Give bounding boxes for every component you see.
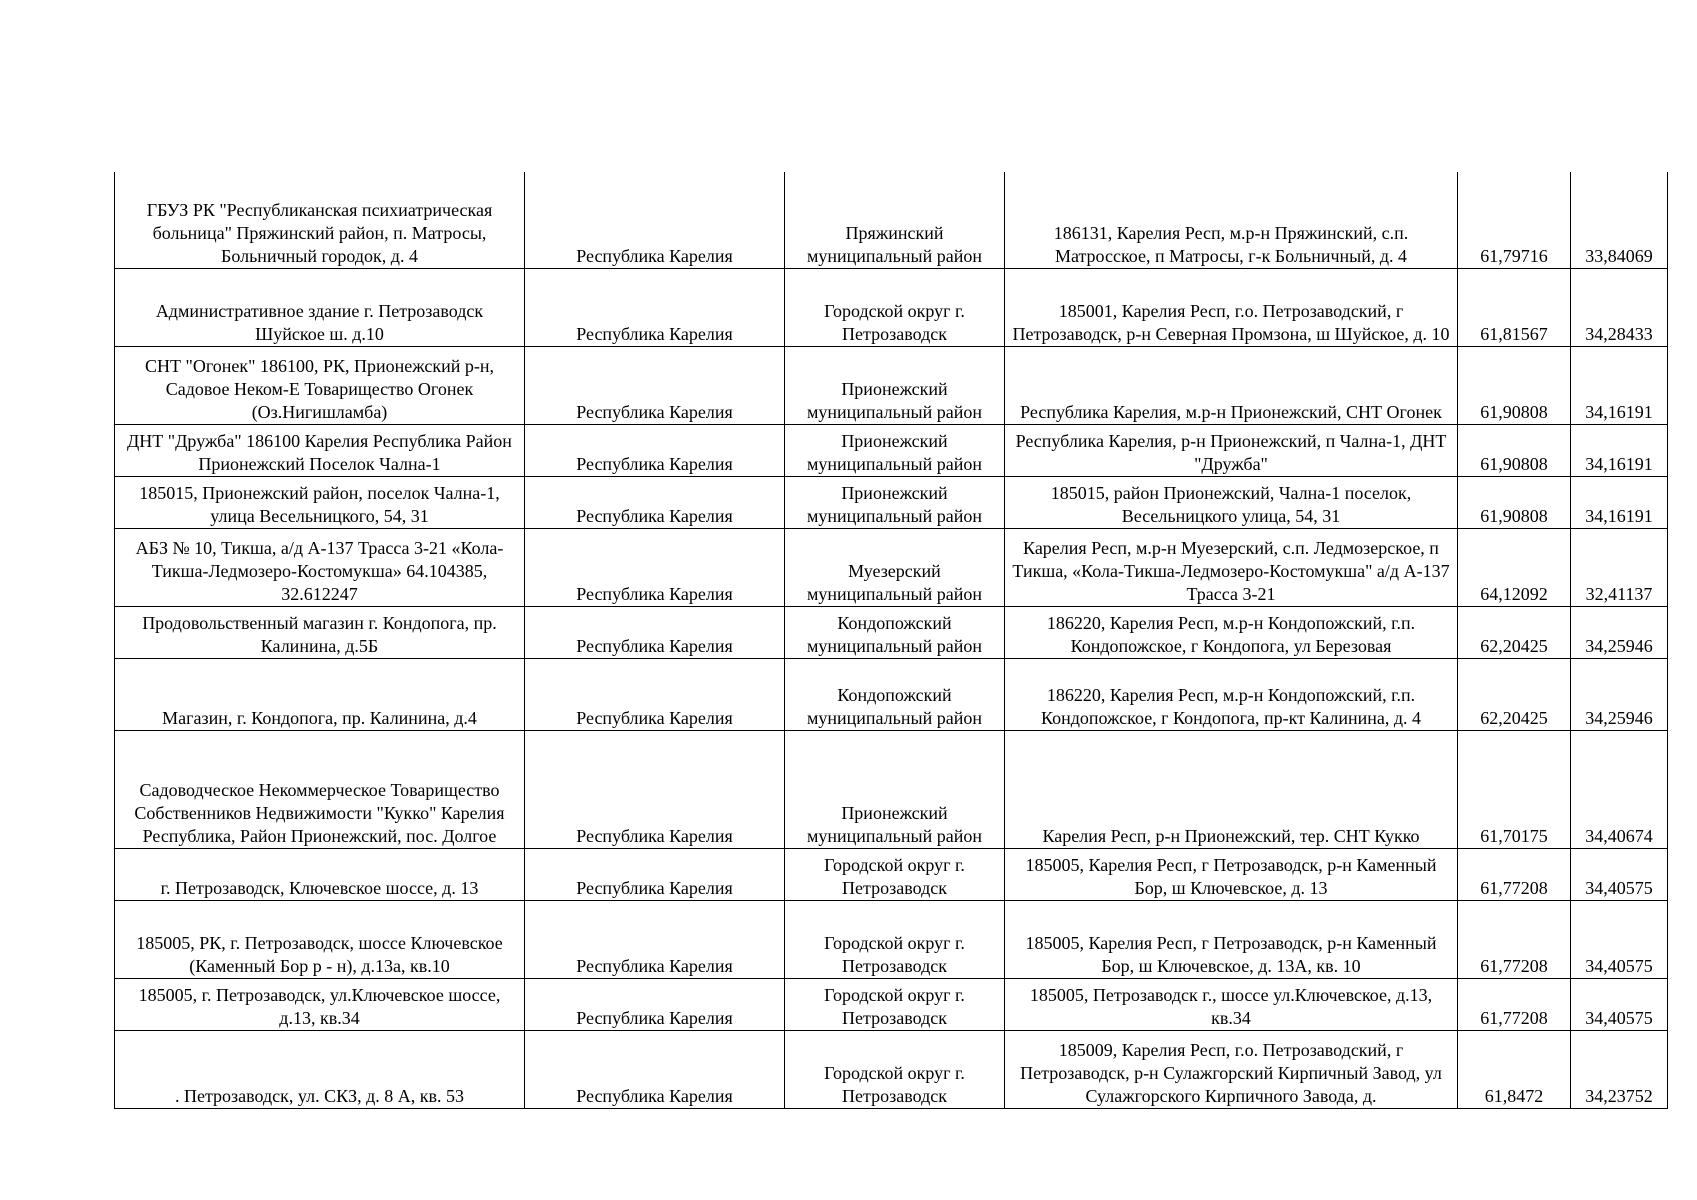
address-cell: 186220, Карелия Респ, м.р-н Кондопожский, г.п. Кондопожское, г Кондопога, ул Березовая [1005,606,1458,658]
region-cell: Республика Карелия [525,172,785,268]
table-body [115,172,1668,1108]
latitude-cell: 61,8472 [1458,1030,1571,1108]
district-cell: Городской округ г. Петрозаводск [785,1030,1005,1108]
region-cell: Республика Карелия [525,900,785,978]
region-cell: Республика Карелия [525,658,785,730]
table-row [115,848,1668,900]
region-cell: Республика Карелия [525,978,785,1030]
object-name-cell: ГБУЗ РК "Республиканская психиатрическая больница" Пряжинский район, п. Матросы, Больничный городок, д. 4 [115,172,525,268]
table-row [115,1030,1668,1108]
district-cell: Прионежский муниципальный район [785,730,1005,848]
district-cell: Городской округ г. Петрозаводск [785,900,1005,978]
longitude-cell: 34,40575 [1571,900,1668,978]
object-name-cell: ДНТ "Дружба" 186100 Карелия Республика Район Прионежский Поселок Чална-1 [115,424,525,476]
region-cell: Республика Карелия [525,268,785,346]
address-cell: 185009, Карелия Респ, г.о. Петрозаводский, г Петрозаводск, р-н Сулажгорский Кирпичный Завод, ул Сулажгорского Кирпичного Завода, д. [1005,1030,1458,1108]
address-cell: 185015, район Прионежский, Чална-1 поселок, Весельницкого улица, 54, 31 [1005,476,1458,528]
region-cell: Республика Карелия [525,848,785,900]
table-row [115,978,1668,1030]
address-cell: 186220, Карелия Респ, м.р-н Кондопожский, г.п. Кондопожское, г Кондопога, пр-кт Калинина, д. 4 [1005,658,1458,730]
latitude-cell: 61,77208 [1458,978,1571,1030]
table-row [115,606,1668,658]
table-row [115,528,1668,606]
region-cell: Республика Карелия [525,606,785,658]
latitude-cell: 61,81567 [1458,268,1571,346]
latitude-cell: 61,77208 [1458,848,1571,900]
table-row [115,346,1668,424]
latitude-cell: 62,20425 [1458,606,1571,658]
longitude-cell: 34,25946 [1571,606,1668,658]
longitude-cell: 34,23752 [1571,1030,1668,1108]
latitude-cell: 62,20425 [1458,658,1571,730]
table-row [115,476,1668,528]
table-row [115,424,1668,476]
district-cell: Прионежский муниципальный район [785,346,1005,424]
district-cell: Кондопожский муниципальный район [785,658,1005,730]
object-name-cell: СНТ "Огонек" 186100, РК, Прионежский р-н, Садовое Неком-Е Товарищество Огонек (Оз.Нигишламба) [115,346,525,424]
table-row [115,730,1668,848]
address-cell: 185005, Карелия Респ, г Петрозаводск, р-н Каменный Бор, ш Ключевское, д. 13 [1005,848,1458,900]
object-name-cell: АБЗ № 10, Тикша, а/д А-137 Трасса 3-21 «Кола-Тикша-Ледмозеро-Костомукша» 64.104385, 32.612247 [115,528,525,606]
table-row [115,658,1668,730]
object-name-cell: г. Петрозаводск, Ключевское шоссе, д. 13 [115,848,525,900]
district-cell: Прионежский муниципальный район [785,424,1005,476]
address-cell: 186131, Карелия Респ, м.р-н Пряжинский, с.п. Матросское, п Матросы, г-к Больничный, д. 4 [1005,172,1458,268]
object-name-cell: 185005, РК, г. Петрозаводск, шоссе Ключевское (Каменный Бор р - н), д.13а, кв.10 [115,900,525,978]
object-name-cell: Садоводческое Некоммерческое Товарищество Собственников Недвижимости "Кукко" Карелия Республика, Район Прионежский, пос. Долгое [115,730,525,848]
object-name-cell: 185005, г. Петрозаводск, ул.Ключевское шоссе, д.13, кв.34 [115,978,525,1030]
district-cell: Городской округ г. Петрозаводск [785,848,1005,900]
longitude-cell: 34,28433 [1571,268,1668,346]
region-cell: Республика Карелия [525,1030,785,1108]
district-cell: Прионежский муниципальный район [785,476,1005,528]
address-cell: Республика Карелия, м.р-н Прионежский, СНТ Огонек [1005,346,1458,424]
address-cell: Республика Карелия, р-н Прионежский, п Чална-1, ДНТ "Дружба" [1005,424,1458,476]
address-cell: Карелия Респ, м.р-н Муезерский, с.п. Ледмозерское, п Тикша, «Кола-Тикша-Ледмозеро-Костомукша" а/д А-137 Трасса 3-21 [1005,528,1458,606]
longitude-cell: 33,84069 [1571,172,1668,268]
district-cell: Городской округ г. Петрозаводск [785,978,1005,1030]
longitude-cell: 34,16191 [1571,424,1668,476]
object-name-cell: Административное здание г. Петрозаводск Шуйское ш. д.10 [115,268,525,346]
latitude-cell: 64,12092 [1458,528,1571,606]
longitude-cell: 34,25946 [1571,658,1668,730]
object-name-cell: 185015, Прионежский район, поселок Чална-1, улица Весельницкого, 54, 31 [115,476,525,528]
longitude-cell: 34,40575 [1571,848,1668,900]
table-row [115,172,1668,268]
object-name-cell: Продовольственный магазин г. Кондопога, пр. Калинина, д.5Б [115,606,525,658]
district-cell: Муезерский муниципальный район [785,528,1005,606]
region-cell: Республика Карелия [525,424,785,476]
address-cell: Карелия Респ, р-н Прионежский, тер. СНТ Кукко [1005,730,1458,848]
latitude-cell: 61,90808 [1458,346,1571,424]
latitude-cell: 61,90808 [1458,476,1571,528]
table-row [115,900,1668,978]
longitude-cell: 34,16191 [1571,476,1668,528]
region-cell: Республика Карелия [525,346,785,424]
region-cell: Республика Карелия [525,528,785,606]
longitude-cell: 34,40575 [1571,978,1668,1030]
longitude-cell: 34,16191 [1571,346,1668,424]
district-cell: Городской округ г. Петрозаводск [785,268,1005,346]
longitude-cell: 32,41137 [1571,528,1668,606]
object-name-cell: Магазин, г. Кондопога, пр. Калинина, д.4 [115,658,525,730]
longitude-cell: 34,40674 [1571,730,1668,848]
object-name-cell: . Петрозаводск, ул. СКЗ, д. 8 А, кв. 53 [115,1030,525,1108]
district-cell: Кондопожский муниципальный район [785,606,1005,658]
address-cell: 185005, Карелия Респ, г Петрозаводск, р-н Каменный Бор, ш Ключевское, д. 13А, кв. 10 [1005,900,1458,978]
address-cell: 185005, Петрозаводск г., шоссе ул.Ключевское, д.13, кв.34 [1005,978,1458,1030]
locations-table [114,172,1668,1109]
region-cell: Республика Карелия [525,476,785,528]
table-row [115,268,1668,346]
latitude-cell: 61,77208 [1458,900,1571,978]
latitude-cell: 61,70175 [1458,730,1571,848]
district-cell: Пряжинский муниципальный район [785,172,1005,268]
region-cell: Республика Карелия [525,730,785,848]
latitude-cell: 61,90808 [1458,424,1571,476]
latitude-cell: 61,79716 [1458,172,1571,268]
address-cell: 185001, Карелия Респ, г.о. Петрозаводский, г Петрозаводск, р-н Северная Промзона, ш Шуйское, д. 10 [1005,268,1458,346]
